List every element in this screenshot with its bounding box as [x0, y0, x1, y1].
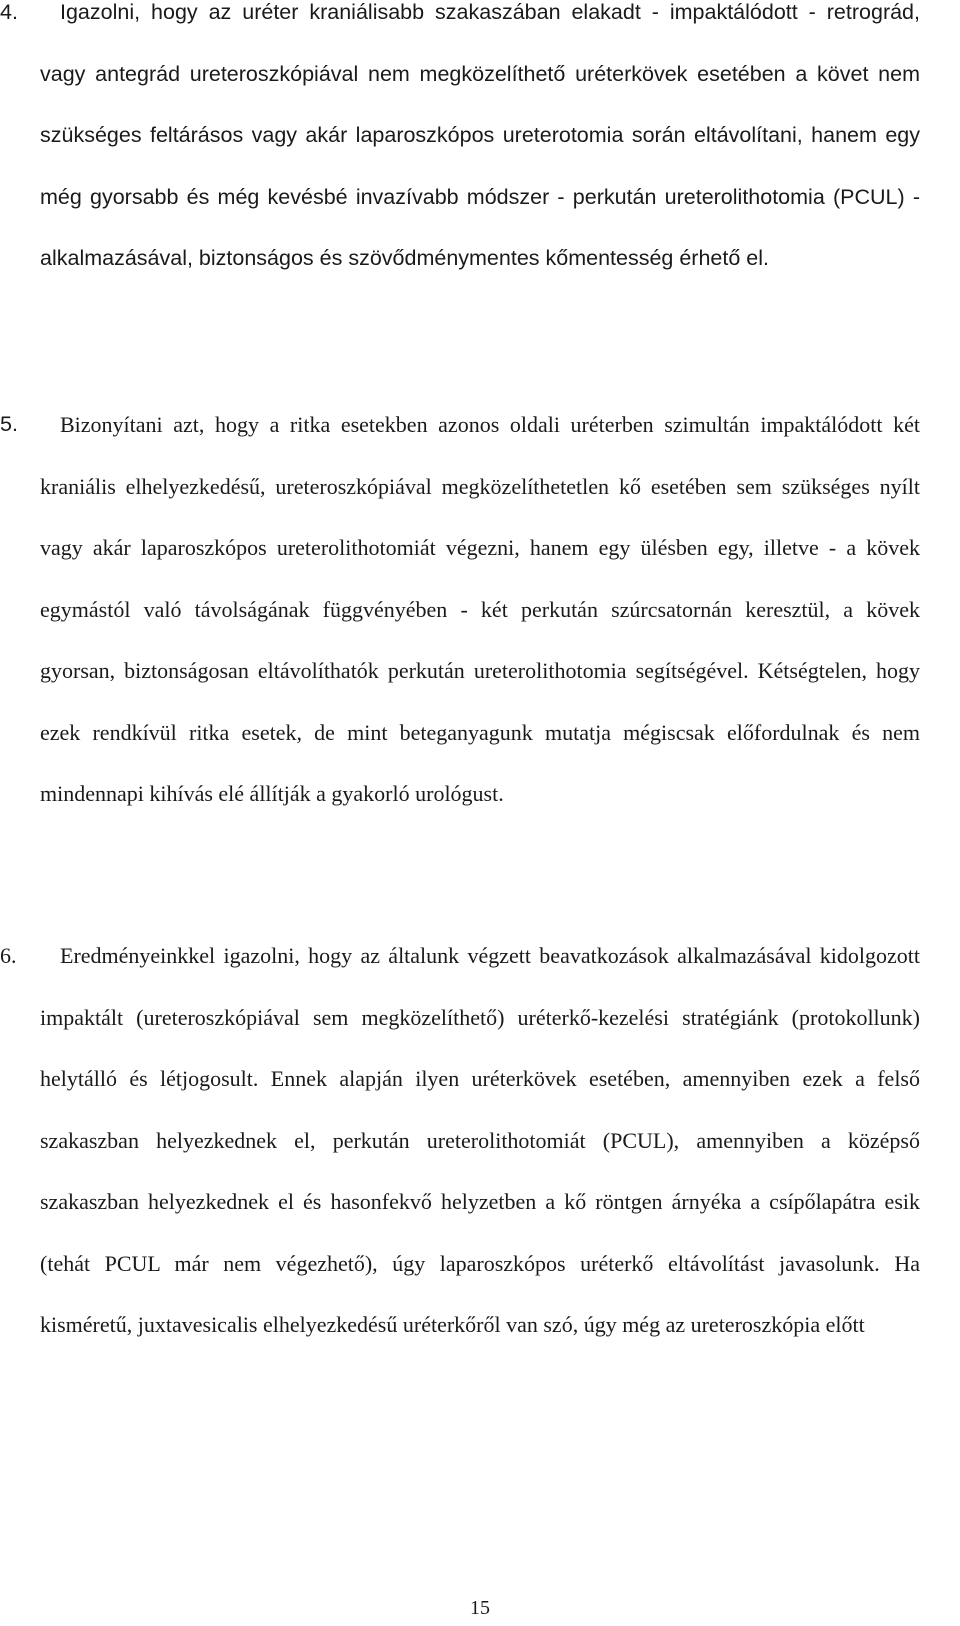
item-text: Bizonyítani azt, hogy a ritka esetekben azonos oldali uréterben szimultán impaktálódott két kraniális elhelyezkedésű, ureteroszkópiával megközelíthetetlen kő esetében sem szükséges nyílt vagy akár laparoszkópos ureterolithotomiát végezni, hanem egy ülésben egy, illetve - a kövek egymástól való távolságának függvényében - két perkután szúrcsatornán keresztül, a kövek gyorsan, biztonságosan eltávolíthatók perkután ureterolithotomia segítségével. Kétségtelen, hogy ezek rendkívül ritka esetek, de mint beteganyagunk mutatja mégiscsak előfordulnak és nem mindennapi kihívás elé állítják a gyakorló urológust.: [40, 412, 920, 806]
item-number: 4.: [0, 0, 18, 24]
item-text: Eredményeinkkel igazolni, hogy az általunk végzett beavatkozások alkalmazásával kidolgozott impaktált (ureteroszkópiával sem megközelíthető) uréterkő-kezelési stratégiánk (protokollunk) helytálló és létjogosult. Ennek alapján ilyen uréterkövek esetében, amennyiben ezek a felső szakaszban helyezkednek el, perkután ureterolithotomiát (PCUL), amennyiben a középső szakaszban helyezkednek el és hasonfekvő helyzetben a kő röntgen árnyéka a csípőlapátra esik (tehát PCUL már nem végezhető), úgy laparoszkópos uréterkő eltávolítást javasolunk. Ha kisméretű, juxtavesicalis elhelyezkedésű uréterkőről van szó, úgy még az ureteroszkópia előtt: [40, 943, 920, 1337]
item-text: Igazolni, hogy az uréter kraniálisabb szakaszában elakadt - impaktálódott - retrográd, vagy antegrád ureteroszkópiával nem megközelíthető uréterkövek esetében a követ nem szükséges feltárásos vagy akár laparoszkópos ureterotomia során eltávolítani, hanem egy még gyorsabb és még kevésbé invazívabb módszer - perkután ureterolithotomia (PCUL) - alkalmazásával, biztonságos és szövődménymentes kőmentesség érhető el.: [40, 0, 920, 270]
page-number: 15: [470, 1597, 490, 1619]
item-number: 6.: [0, 943, 17, 968]
item-number: 5.: [0, 412, 18, 436]
